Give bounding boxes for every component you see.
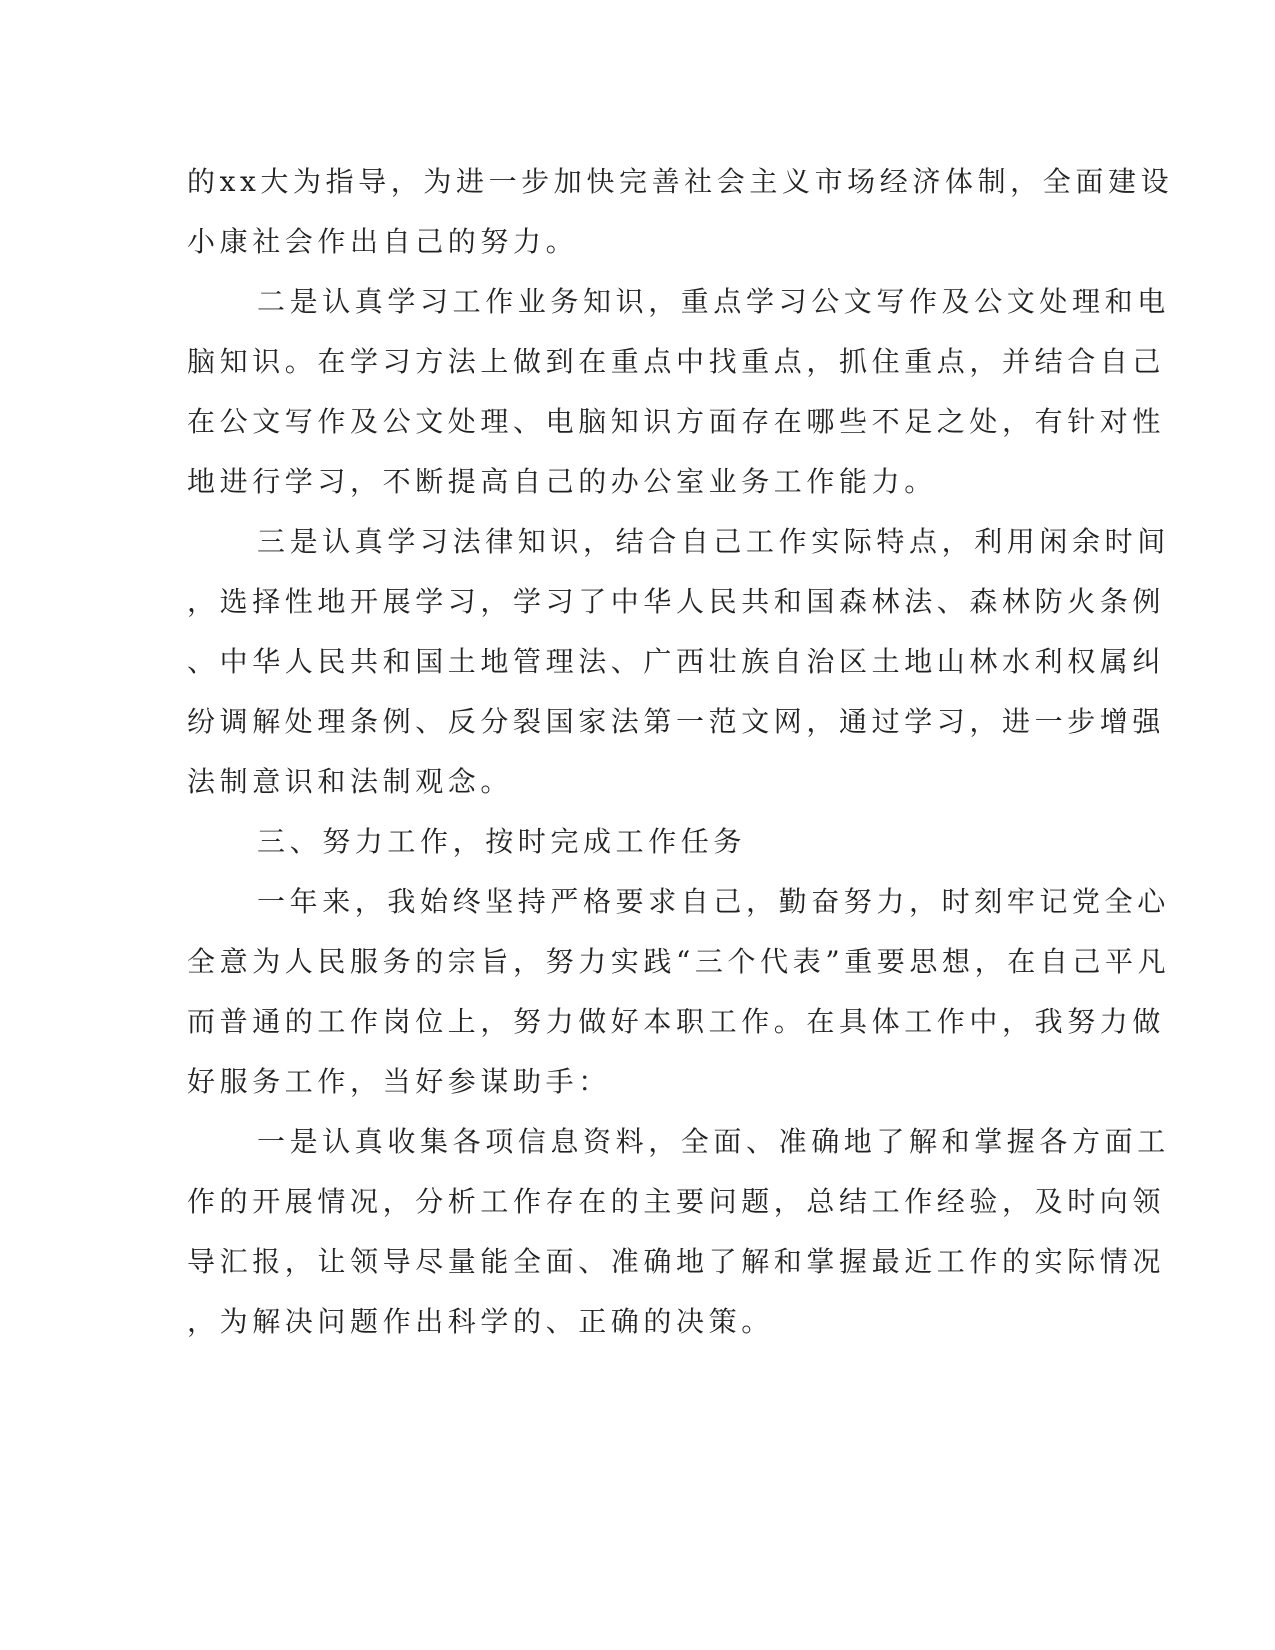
text-line: 作的开展情况，分析工作存在的主要问题，总结工作经验，及时向领 [187,1185,1166,1218]
text-line: 的xx大为指导，为进一步加快完善社会主义市场经济体制，全面建设 [187,165,1174,198]
text-line: 好服务工作，当好参谋助手： [187,1065,611,1098]
text-line: ，选择性地开展学习，学习了中华人民共和国森林法、森林防火条例 [187,585,1166,618]
text-line: 三是认真学习法律知识，结合自己工作实际特点，利用闲余时间 [257,525,1170,558]
body-text [187,152,1174,1352]
text-line: 、中华人民共和国土地管理法、广西壮族自治区土地山林水利权属纠 [187,645,1166,678]
text-line: 一年来，我始终坚持严格要求自己，勤奋努力，时刻牢记党全心 [257,885,1170,918]
text-line: 而普通的工作岗位上，努力做好本职工作。在具体工作中，我努力做 [187,1005,1166,1038]
section-heading: 三、努力工作，按时完成工作任务 [257,825,747,858]
text-line: 导汇报，让领导尽量能全面、准确地了解和掌握最近工作的实际情况 [187,1245,1166,1278]
text-line: ，为解决问题作出科学的、正确的决策。 [187,1305,774,1338]
text-line: 法制意识和法制观念。 [187,765,514,798]
text-line: 二是认真学习工作业务知识，重点学习公文写作及公文处理和电 [257,285,1170,318]
text-line: 脑知识。在学习方法上做到在重点中找重点，抓住重点，并结合自己 [187,345,1166,378]
text-line: 一是认真收集各项信息资料，全面、准确地了解和掌握各方面工 [257,1125,1170,1158]
text-line: 全意为人民服务的宗旨，努力实践“三个代表”重要思想，在自己平凡 [187,945,1171,978]
text-line: 纷调解处理条例、反分裂国家法第一范文网，通过学习，进一步增强 [187,705,1166,738]
text-line: 地进行学习，不断提高自己的办公室业务工作能力。 [187,465,937,498]
text-line: 小康社会作出自己的努力。 [187,225,579,258]
text-line: 在公文写作及公文处理、电脑知识方面存在哪些不足之处，有针对性 [187,405,1166,438]
